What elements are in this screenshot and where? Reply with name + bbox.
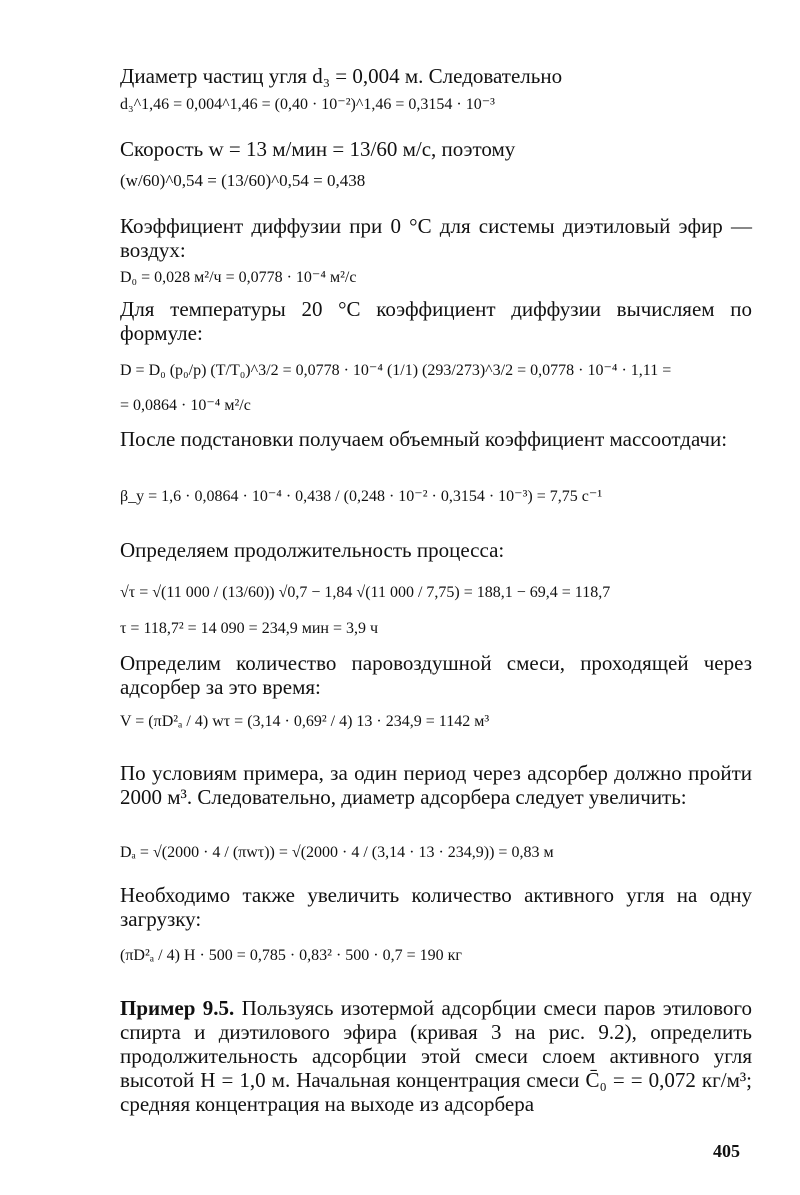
text-particle-diameter: Диаметр частиц угля d₃ = 0,004 м. Следовательно [120,64,563,88]
formula-adsorber-diameter-text: Dₐ = √(2000 · 4 / (πwτ)) = √(2000 · 4 / (3,14 · 13 · 234,9)) = 0,83 м [120,844,554,861]
formula-velocity-power [120,170,365,192]
formula-d-power [120,94,495,116]
text-mass-transfer: После подстановки получаем объемный коэффициент массоотдачи: [120,427,728,451]
example-body: Пользуясь изотермой адсорбции смеси паров этилового спирта и диэтилового эфира (кривая 3 на рис. 9.2), определить продолжительность адсорбции этой смеси слоем активного угля высотой H = 1,0 м. Начальная концентрация смеси C̄₀ = = 0,072 кг/м³; средняя концентрация на выходе из адсорбера [120,996,752,1116]
text-active-carbon: Необходимо также увеличить количество активного угля на одну загрузку: [120,883,752,931]
formula-diffusion-result-text: = 0,0864 · 10⁻⁴ м²/с [120,397,251,414]
formula-adsorber-diameter [120,842,554,864]
text-temperature-20: Для температуры 20 °C коэффициент диффузии вычисляем по формуле: [120,297,752,345]
formula-diffusion-calc [120,360,671,382]
text-duration: Определяем продолжительность процесса: [120,538,505,562]
formula-d-power-text: d₃^1,46 = 0,004^1,46 = (0,40 · 10⁻²)^1,46 = 0,3154 · 10⁻³ [120,96,495,113]
formula-d0-text: D₀ = 0,028 м²/ч = 0,0778 · 10⁻⁴ м²/с [120,269,357,286]
formula-sqrt-tau [120,582,610,604]
text-example-9-5 [120,996,752,1116]
formula-tau-text: τ = 118,7² = 14 090 = 234,9 мин = 3,9 ч [120,620,379,637]
formula-diffusion-result [120,395,251,417]
page-number: 405 [713,1141,740,1161]
formula-tau [120,618,378,640]
example-title: Пример 9.5. [120,996,235,1020]
formula-volume [120,711,489,733]
formula-volume-text: V = (πD²ₐ / 4) wτ = (3,14 · 0,69² / 4) 13 · 234,9 = 1142 м³ [120,713,490,730]
text-air-mixture: Определим количество паровоздушной смеси, проходящей через адсорбер за это время: [120,651,752,699]
formula-d0 [120,267,356,289]
formula-carbon-mass-text: (πD²ₐ / 4) H · 500 = 0,785 · 0,83² · 500 · 0,7 = 190 кг [120,947,462,964]
formula-sqrt-tau-text: √τ = √(11 000 / (13/60)) √0,7 − 1,84 √(11 000 / 7,75) = 188,1 − 69,4 = 118,7 [120,584,611,601]
formula-carbon-mass [120,945,462,967]
text-diffusion-coefficient: Коэффициент диффузии при 0 °C для системы диэтиловый эфир — воздух: [120,214,752,262]
text-example-conditions: По условиям примера, за один период через адсорбер должно пройти 2000 м³. Следовательно, диаметр адсорбера следует увеличить: [120,761,752,809]
formula-beta-y [120,486,602,508]
formula-velocity-power-text: (w/60)^0,54 = (13/60)^0,54 = 0,438 [120,171,366,190]
formula-diffusion-calc-text: D = D₀ (p₀/p) (T/T₀)^3/2 = 0,0778 · 10⁻⁴ (1/1) (293/273)^3/2 = 0,0778 · 10⁻⁴ · 1,11 = [120,362,672,379]
text-velocity: Скорость w = 13 м/мин = 13/60 м/с, поэтому [120,137,516,161]
formula-beta-y-text: β_y = 1,6 · 0,0864 · 10⁻⁴ · 0,438 / (0,248 · 10⁻² · 0,3154 · 10⁻³) = 7,75 с⁻¹ [120,488,603,505]
